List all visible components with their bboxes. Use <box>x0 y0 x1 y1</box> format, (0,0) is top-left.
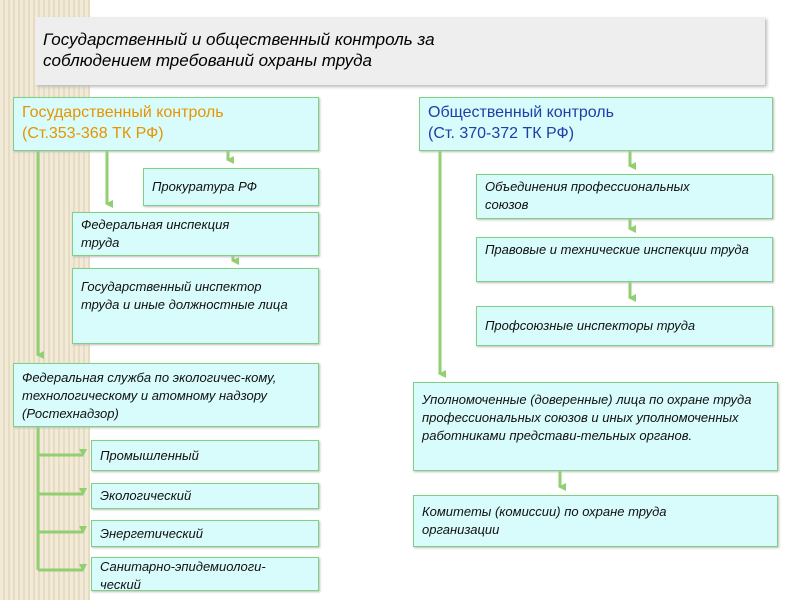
public-control-articles: (Ст. 370-372 ТК РФ) <box>428 125 575 142</box>
sanitary-box <box>91 557 319 591</box>
prosecutor-label: Прокуратура РФ <box>152 179 257 194</box>
committees-label: Комитеты (комиссии) по охране труда организации <box>422 504 667 537</box>
state-inspector-label: Государственный инспектор труда и иные должностные лица <box>81 279 288 312</box>
unions-label: Объединения профессиональных союзов <box>485 179 690 212</box>
energy-label: Энергетический <box>100 526 203 541</box>
ecological-label: Экологический <box>100 488 192 503</box>
energy-box <box>91 520 319 547</box>
industrial-label: Промышленный <box>100 448 199 463</box>
union-inspectors-box <box>476 306 773 346</box>
page-title: Государственный и общественный контроль за соблюдением требований охраны труда <box>43 30 435 70</box>
authorized-box <box>413 382 778 471</box>
prosecutor-box <box>143 168 319 206</box>
authorized-label: Уполномоченные (доверенные) лица по охране труда профессиональных союзов и иных уполномоченных работниками представи-тельных органов. <box>422 392 752 443</box>
state-control-header <box>13 97 319 151</box>
ecological-box <box>91 483 319 509</box>
rostekhnadzor-label: Федеральная служба по экологичес-кому, технологическому и атомному надзору (Ростехнадзор) <box>22 370 277 421</box>
state-inspector-box <box>72 268 319 344</box>
union-inspectors-label: Профсоюзные инспекторы труда <box>485 318 696 333</box>
public-control-header <box>419 97 773 151</box>
legal-tech-box <box>476 237 773 282</box>
industrial-box <box>91 440 319 471</box>
legal-tech-label: Правовые и технические инспекции труда <box>485 242 749 257</box>
committees-box <box>413 495 778 547</box>
public-control-title: Общественный контроль <box>428 104 614 121</box>
rostekhnadzor-box <box>13 363 319 427</box>
federal-inspection-box <box>72 212 319 256</box>
state-control-title: Государственный контроль <box>22 104 224 121</box>
sanitary-label: Санитарно-эпидемиологи-ческий <box>100 559 266 592</box>
unions-box <box>476 174 773 219</box>
federal-inspection-label: Федеральная инспекция труда <box>81 217 230 250</box>
state-control-articles: (Ст.353-368 ТК РФ) <box>22 125 164 142</box>
